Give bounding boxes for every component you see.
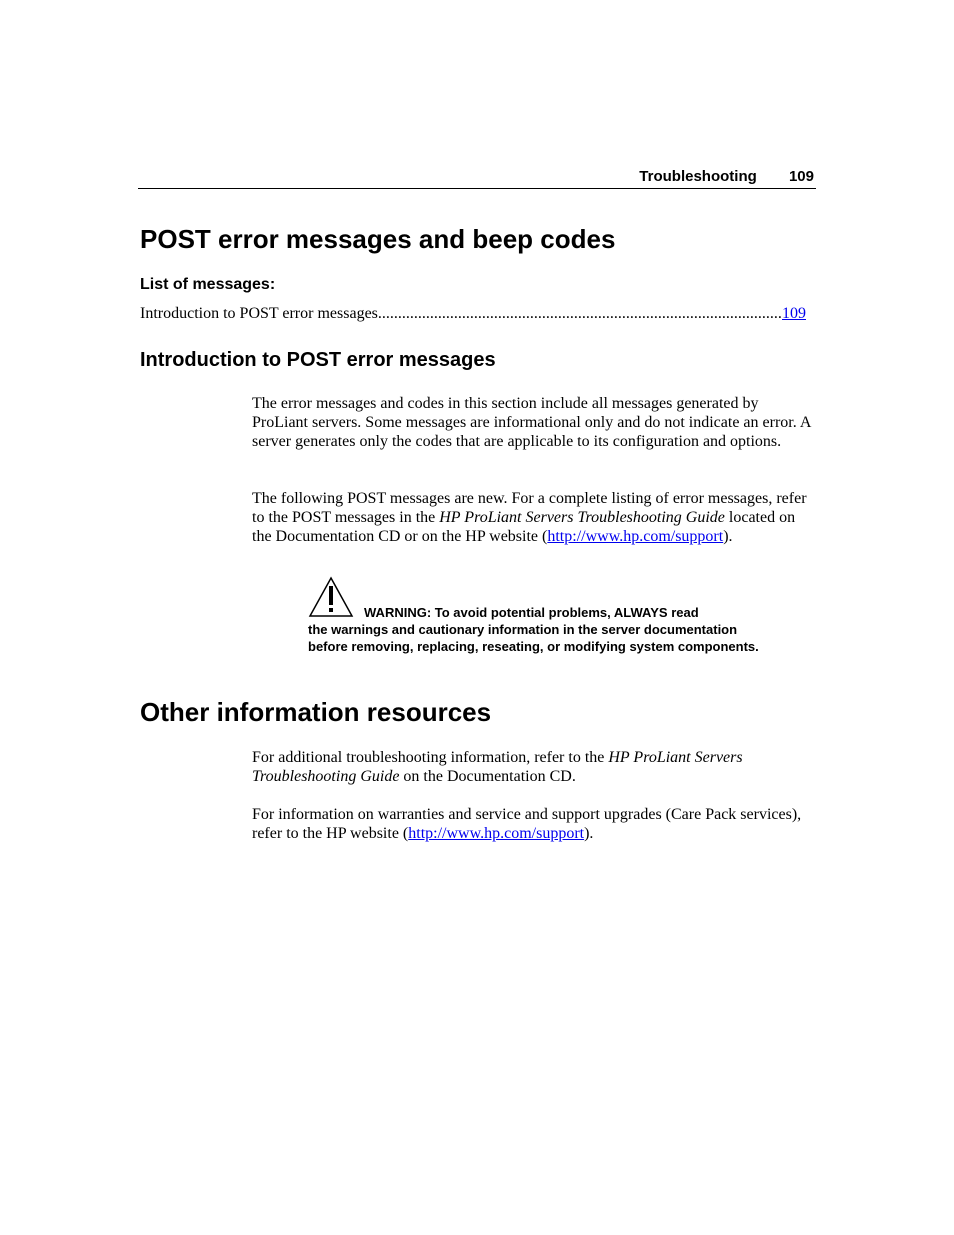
intro-heading: Introduction to POST error messages bbox=[140, 349, 496, 371]
header-page-number: 109 bbox=[788, 168, 814, 185]
warning-rest: the warnings and cautionary information in the server documentation before removing, replacing, reseating, or modifying system components. bbox=[308, 622, 759, 654]
toc-label: Introduction to POST error messages bbox=[140, 305, 378, 322]
hp-support-link[interactable]: http://www.hp.com/support bbox=[408, 825, 585, 842]
text-run: located on the Documentation CD or on the HP website ( bbox=[252, 509, 796, 545]
text-run: ). bbox=[584, 825, 594, 842]
text-run: on the Documentation CD. bbox=[399, 768, 576, 785]
text-run: The following POST messages are new. For a complete listing of error messages, refer to the POST messages in the bbox=[252, 490, 807, 526]
hp-support-link[interactable]: http://www.hp.com/support bbox=[547, 528, 724, 545]
header-section: Troubleshooting bbox=[639, 168, 757, 185]
guide-title: HP ProLiant Servers Troubleshooting Guide bbox=[252, 749, 743, 785]
intro-paragraph-1: The error messages and codes in this section include all messages generated by ProLiant servers. Some messages are informational only and do not indicate an error. A server generates only the codes that are applicable to its configuration and options. bbox=[252, 395, 811, 450]
page-header bbox=[138, 168, 816, 189]
toc-page-link[interactable]: 109 bbox=[782, 305, 806, 322]
toc-entry bbox=[140, 305, 806, 323]
intro-paragraph-2 bbox=[252, 489, 817, 546]
guide-title: HP ProLiant Servers Troubleshooting Guide bbox=[439, 509, 725, 526]
toc-leader bbox=[378, 305, 782, 323]
text-run: For additional troubleshooting information, refer to the bbox=[252, 749, 609, 766]
other-heading: Other information resources bbox=[140, 697, 492, 727]
text-run: ). bbox=[723, 528, 733, 545]
warning-line-1: WARNING: To avoid potential problems, ALWAYS read bbox=[364, 605, 699, 620]
text-run: For information on warranties and service and support upgrades (Care Pack services), refer to the HP website ( bbox=[252, 806, 802, 842]
warning-box bbox=[308, 576, 768, 655]
page-title: POST error messages and beep codes bbox=[140, 224, 616, 254]
other-paragraph-2 bbox=[252, 805, 817, 843]
warning-triangle-icon bbox=[308, 576, 354, 618]
list-heading: List of messages: bbox=[140, 276, 276, 293]
other-paragraph-1 bbox=[252, 748, 817, 786]
